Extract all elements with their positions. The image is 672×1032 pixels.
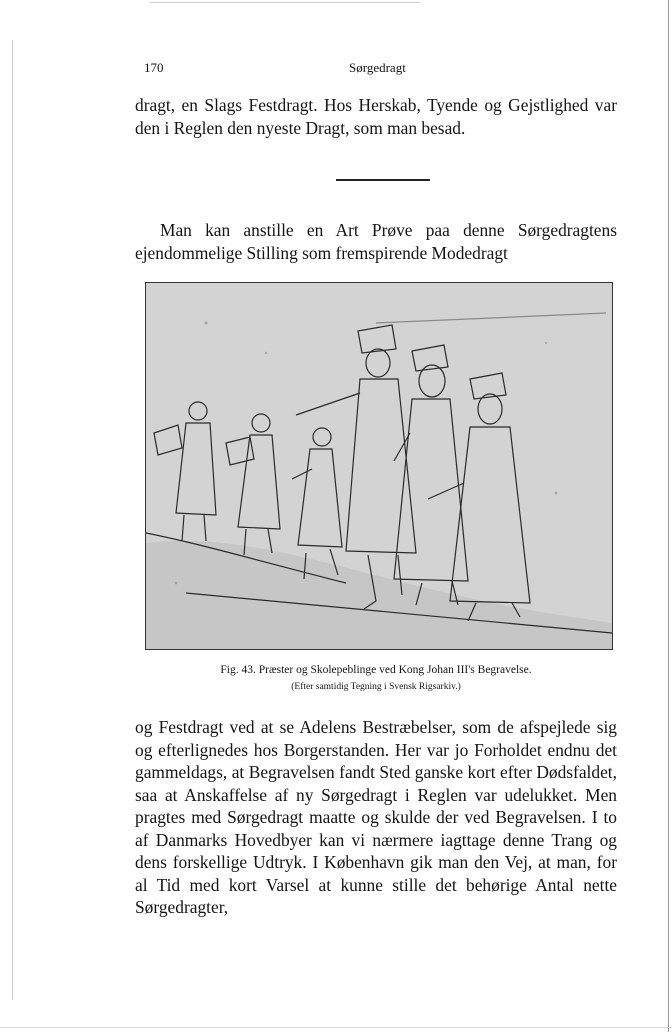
page-number: 170 [144, 60, 164, 75]
page-edge-bottom [0, 1027, 672, 1028]
section-divider [336, 179, 430, 181]
paragraph-1: dragt, en Slags Festdragt. Hos Herskab, Tyende og Gejstlighed var den i Reglen den nyeste Dragt, som man besad. [135, 95, 617, 138]
running-title: Sørgedragt [349, 60, 406, 75]
figure-illustration [145, 282, 613, 650]
page-header [144, 60, 624, 80]
page-edge-right [668, 0, 669, 1032]
page-edge-top [150, 2, 420, 3]
page-edge-left [12, 40, 13, 1000]
figure-caption: Fig. 43. Præster og Skolepeblinge ved Kong Johan III's Begravelse. [220, 664, 532, 676]
paragraph-2: Man kan anstille en Art Prøve paa denne Sørgedragtens ejendommelige Stilling som fremspirende Modedragt [135, 220, 617, 263]
paragraph-3: og Festdragt ved at se Adelens Bestræbelser, som de afspejlede sig og efterlignedes hos Borgerstanden. Her var jo Forholdet endnu det gammeldags, at Begravelsen fandt Sted ganske kort efter Dødsfaldet, saa at Anskaffelse af ny Sørgedragt i Reglen var udelukket. Men pragtes med Sørgedragt maatte og skulde der ved Begravelsen. I to af Danmarks Hovedbyer kan vi nærmere iagttage denne Trang og dens forskellige Udtryk. I København gik man den Vej, at man, for al Tid med kort Varsel at kunne stille det behørige Antal nette Sørgedragter, [135, 717, 617, 917]
procession-drawing [146, 283, 612, 649]
figure-credit: (Efter samtidig Tegning i Svensk Rigsarkiv.) [291, 682, 461, 692]
